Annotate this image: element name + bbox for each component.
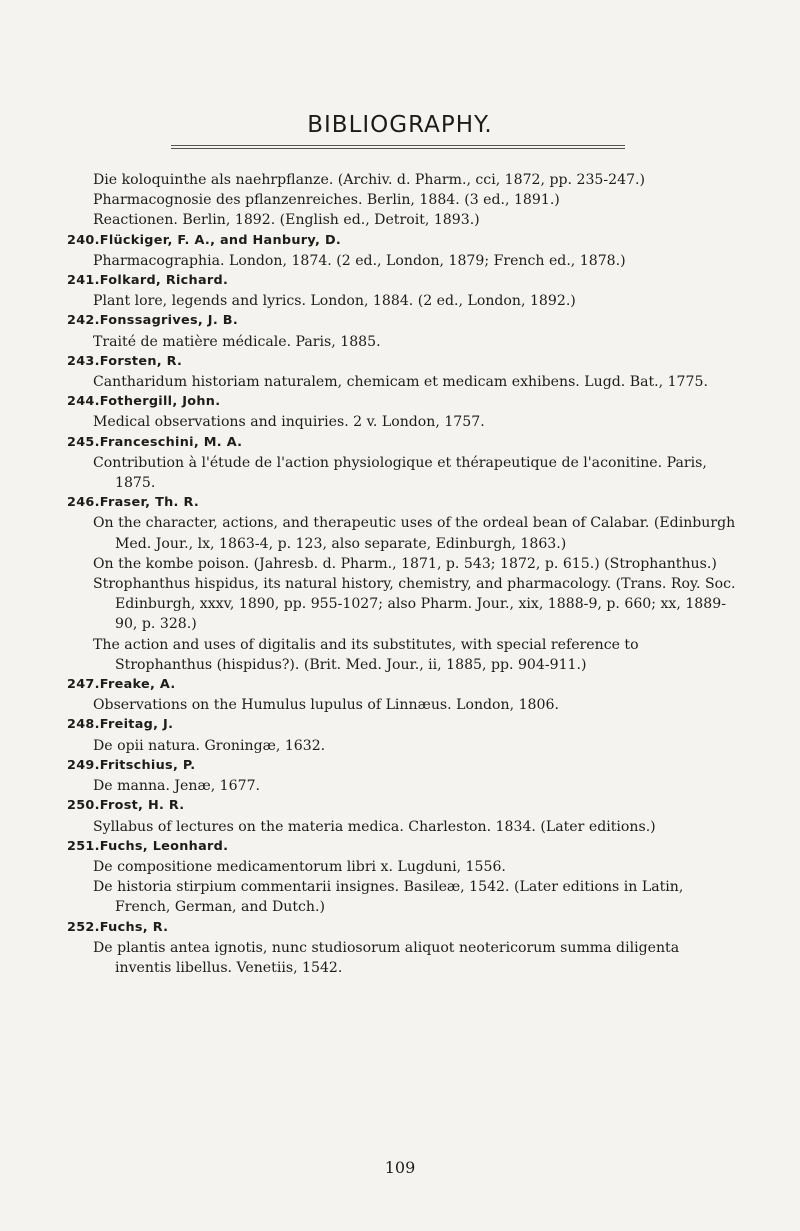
entry-author: Fraser, Th. R. [99, 495, 200, 511]
bibliography-entry [67, 796, 739, 836]
entry-author-line [67, 352, 739, 372]
entry-author-line [67, 392, 739, 412]
entry-number: 242. [67, 313, 100, 329]
entry-author-line [67, 715, 739, 735]
entry-work: Syllabus of lectures on the materia medica. Charleston. 1834. (Later editions.) [93, 818, 656, 835]
entry-number: 245. [67, 434, 100, 450]
entry-author-line [67, 918, 739, 938]
bibliography-entry [67, 231, 739, 271]
entry-number: 248. [67, 717, 100, 733]
entry-author: Fuchs, Leonhard. [99, 838, 229, 854]
entry-number: 240. [67, 232, 100, 248]
entry-work: De opii natura. Groningæ, 1632. [93, 737, 326, 754]
entry-number: 250. [67, 798, 100, 814]
entry-author-line [67, 231, 739, 251]
bibliography-entry [67, 837, 739, 918]
bibliography-entry [67, 170, 739, 231]
entry-work: Pharmacognosie des pflanzenreiches. Berlin, 1884. (3 ed., 1891.) [93, 192, 560, 209]
entry-number: 244. [67, 394, 100, 410]
entry-number: 241. [67, 273, 100, 289]
entry-author: Freitag, J. [99, 717, 174, 733]
entry-author-line [67, 493, 739, 513]
bibliography-entry [67, 352, 739, 392]
entry-work: De manna. Jenæ, 1677. [93, 778, 261, 795]
entry-number: 246. [67, 495, 100, 511]
entry-work: Plant lore, legends and lyrics. London, 1884. (2 ed., London, 1892.) [93, 293, 576, 310]
entry-work: De compositione medicamentorum libri x. Lugduni, 1556. [93, 858, 506, 875]
entry-number: 252. [67, 919, 100, 935]
bibliography-entry [67, 311, 739, 351]
entry-author: Frost, H. R. [99, 798, 185, 814]
page-number: 109 [384, 1158, 416, 1177]
bibliography-entry [67, 271, 739, 311]
entry-work: De plantis antea ignotis, nunc studiosorum aliquot neotericorum summa diligenta inventis libellus. Venetiis, 1542. [93, 939, 680, 976]
entry-author: Fuchs, R. [99, 919, 169, 935]
entry-work: Contribution à l'étude de l'action physiologique et thérapeutique de l'aconitine. Paris, 1875. [93, 454, 707, 492]
entry-author-line [67, 756, 739, 776]
entry-work: Strophanthus hispidus, its natural history, chemistry, and pharmacology. (Trans. Roy. Soc. Edinburgh, xxxv, 1890, pp. 955-1027; also Pharm. Jour., xix, 1888-9, p. 660; xx, 1889-90, p. 328.) [93, 576, 736, 633]
entry-author-line [67, 837, 739, 857]
running-header: BIBLIOGRAPHY. [307, 112, 493, 138]
entry-work: Cantharidum historiam naturalem, chemicam et medicam exhibens. Lugd. Bat., 1775. [93, 374, 708, 391]
entry-author-line [67, 433, 739, 453]
header-rule-lower [171, 148, 625, 149]
bibliography-entry [67, 715, 739, 755]
bibliography-list [67, 170, 739, 978]
bibliography-entry [67, 675, 739, 715]
entry-work: Reactionen. Berlin, 1892. (English ed., Detroit, 1893.) [93, 212, 480, 229]
bibliography-entry [67, 756, 739, 796]
entry-number: 251. [67, 838, 100, 854]
entry-author: Flückiger, F. A., and Hanbury, D. [99, 232, 342, 248]
entry-author: Freake, A. [99, 677, 176, 693]
entry-author: Fritschius, P. [99, 757, 196, 773]
entry-author: Forsten, R. [99, 353, 183, 369]
bibliography-entry [67, 433, 739, 494]
bibliography-entry [67, 918, 739, 979]
entry-work: Medical observations and inquiries. 2 v. London, 1757. [93, 414, 485, 431]
entry-work: On the kombe poison. (Jahresb. d. Pharm., 1871, p. 543; 1872, p. 615.) (Strophanthus.) [93, 555, 717, 572]
entry-work: Observations on the Humulus lupulus of Linnæus. London, 1806. [93, 697, 559, 714]
bibliography-entry [67, 493, 739, 675]
entry-author: Folkard, Richard. [99, 273, 229, 289]
entry-author-line [67, 311, 739, 331]
bibliography-entry [67, 392, 739, 432]
entry-author: Fonssagrives, J. B. [99, 313, 238, 329]
entry-author: Franceschini, M. A. [99, 434, 243, 450]
entry-author-line [67, 271, 739, 291]
entry-work: The action and uses of digitalis and its substitutes, with special reference to Strophanthus (hispidus?). (Brit. Med. Jour., ii, 1885, pp. 904-911.) [93, 636, 639, 673]
entry-number: 247. [67, 677, 100, 693]
entry-work: Die koloquinthe als naehrpflanze. (Archiv. d. Pharm., cci, 1872, pp. 235-247.) [93, 172, 646, 188]
entry-work: De historia stirpium commentarii insignes. Basileæ, 1542. (Later editions in Latin, French, German, and Dutch.) [93, 879, 684, 916]
entry-number: 249. [67, 757, 100, 773]
entry-author-line [67, 675, 739, 695]
header-rule [171, 145, 625, 146]
entry-work: On the character, actions, and therapeutic uses of the ordeal bean of Calabar. (Edinburgh Med. Jour., lx, 1863-4, p. 123, also separate, Edinburgh, 1863.) [93, 515, 736, 552]
entry-author: Fothergill, John. [99, 394, 221, 410]
entry-work: Pharmacographia. London, 1874. (2 ed., London, 1879; French ed., 1878.) [93, 252, 626, 269]
entry-number: 243. [67, 353, 100, 369]
entry-work: Traité de matière médicale. Paris, 1885. [93, 333, 381, 350]
entry-author-line [67, 796, 739, 816]
